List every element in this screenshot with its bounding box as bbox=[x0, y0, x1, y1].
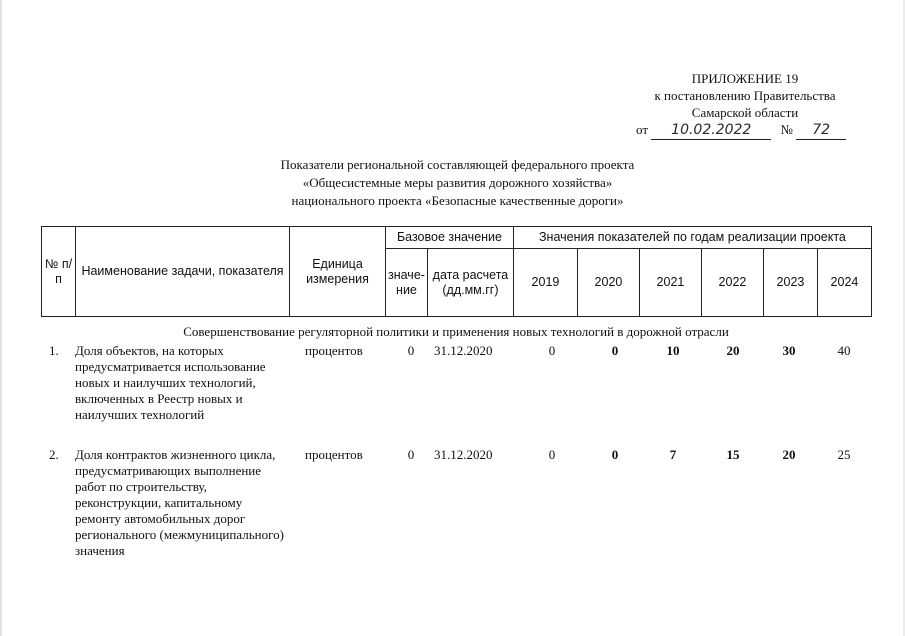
document-title bbox=[200, 156, 715, 210]
row-value-2020: 0 bbox=[611, 343, 619, 358]
row-value-2022: 20 bbox=[726, 343, 740, 358]
scan-edge-left bbox=[0, 0, 2, 636]
indicators-table-header bbox=[41, 226, 872, 317]
row-value-2021: 7 bbox=[669, 447, 677, 462]
col-header-unit: Единица измерения bbox=[290, 227, 386, 317]
row-value-2019: 0 bbox=[548, 343, 556, 358]
row-value-2021: 10 bbox=[666, 343, 680, 358]
row-value-2023: 20 bbox=[782, 447, 796, 462]
col-header-year: 2021 bbox=[639, 249, 701, 317]
row-value-2020: 0 bbox=[611, 447, 619, 462]
row-value-2024: 25 bbox=[837, 447, 851, 462]
row-value-2022: 15 bbox=[726, 447, 740, 462]
col-header-year: 2020 bbox=[577, 249, 639, 317]
col-header-base-value: значе-ние bbox=[386, 249, 428, 317]
row-value-2023: 30 bbox=[782, 343, 796, 358]
row-unit: процентов bbox=[305, 447, 363, 462]
col-header-name: Наименование задачи, показателя bbox=[76, 227, 290, 317]
handwritten-date: 10.02.2022 bbox=[651, 122, 771, 140]
title-line-1: Показатели региональной составляющей федерального проекта bbox=[280, 157, 635, 172]
handwritten-number: 72 bbox=[796, 122, 846, 140]
appendix-decree-line: к постановлению Правительства bbox=[654, 88, 836, 103]
row-name: Доля объектов, на которых предусматривается использование новых и наилучших технологий, включенных в Реестр новых и наилучших технологий bbox=[75, 343, 266, 422]
row-base-value: 0 bbox=[407, 343, 415, 358]
row-name: Доля контрактов жизненного цикла, предусматривающих выполнение работ по строительству, реконструкции, капитальному ремонту автомобильных дорог регионального (межмуниципального) значения bbox=[75, 447, 284, 558]
appendix-region-line: Самарской области bbox=[691, 105, 799, 120]
col-header-years-group: Значения показателей по годам реализации проекта bbox=[513, 227, 871, 249]
col-header-base-date: дата расчета (дд.мм.гг) bbox=[427, 249, 513, 317]
row-base-date: 31.12.2020 bbox=[434, 447, 493, 462]
title-line-2: «Общесистемные меры развития дорожного хозяйства» bbox=[302, 175, 613, 190]
row-value-2019: 0 bbox=[548, 447, 556, 462]
col-header-base-group: Базовое значение bbox=[386, 227, 514, 249]
row-base-date: 31.12.2020 bbox=[434, 343, 493, 358]
col-header-year: 2023 bbox=[763, 249, 817, 317]
appendix-header bbox=[630, 70, 860, 140]
col-header-year: 2019 bbox=[513, 249, 577, 317]
date-prefix: от bbox=[636, 122, 649, 137]
col-header-year: 2022 bbox=[701, 249, 763, 317]
title-line-3: национального проекта «Безопасные качественные дороги» bbox=[291, 193, 624, 208]
col-header-year: 2024 bbox=[817, 249, 871, 317]
appendix-date-line bbox=[630, 121, 860, 140]
row-value-2024: 40 bbox=[837, 343, 851, 358]
row-num: 2. bbox=[49, 447, 59, 462]
row-base-value: 0 bbox=[407, 447, 415, 462]
row-unit: процентов bbox=[305, 343, 363, 358]
row-num: 1. bbox=[49, 343, 59, 358]
number-sign: № bbox=[780, 122, 793, 137]
col-header-num: № п/п bbox=[42, 227, 76, 317]
appendix-title: ПРИЛОЖЕНИЕ 19 bbox=[691, 71, 799, 86]
section-heading: Совершенствование регуляторной политики и применения новых технологий в дорожной отрасли bbox=[183, 324, 729, 339]
